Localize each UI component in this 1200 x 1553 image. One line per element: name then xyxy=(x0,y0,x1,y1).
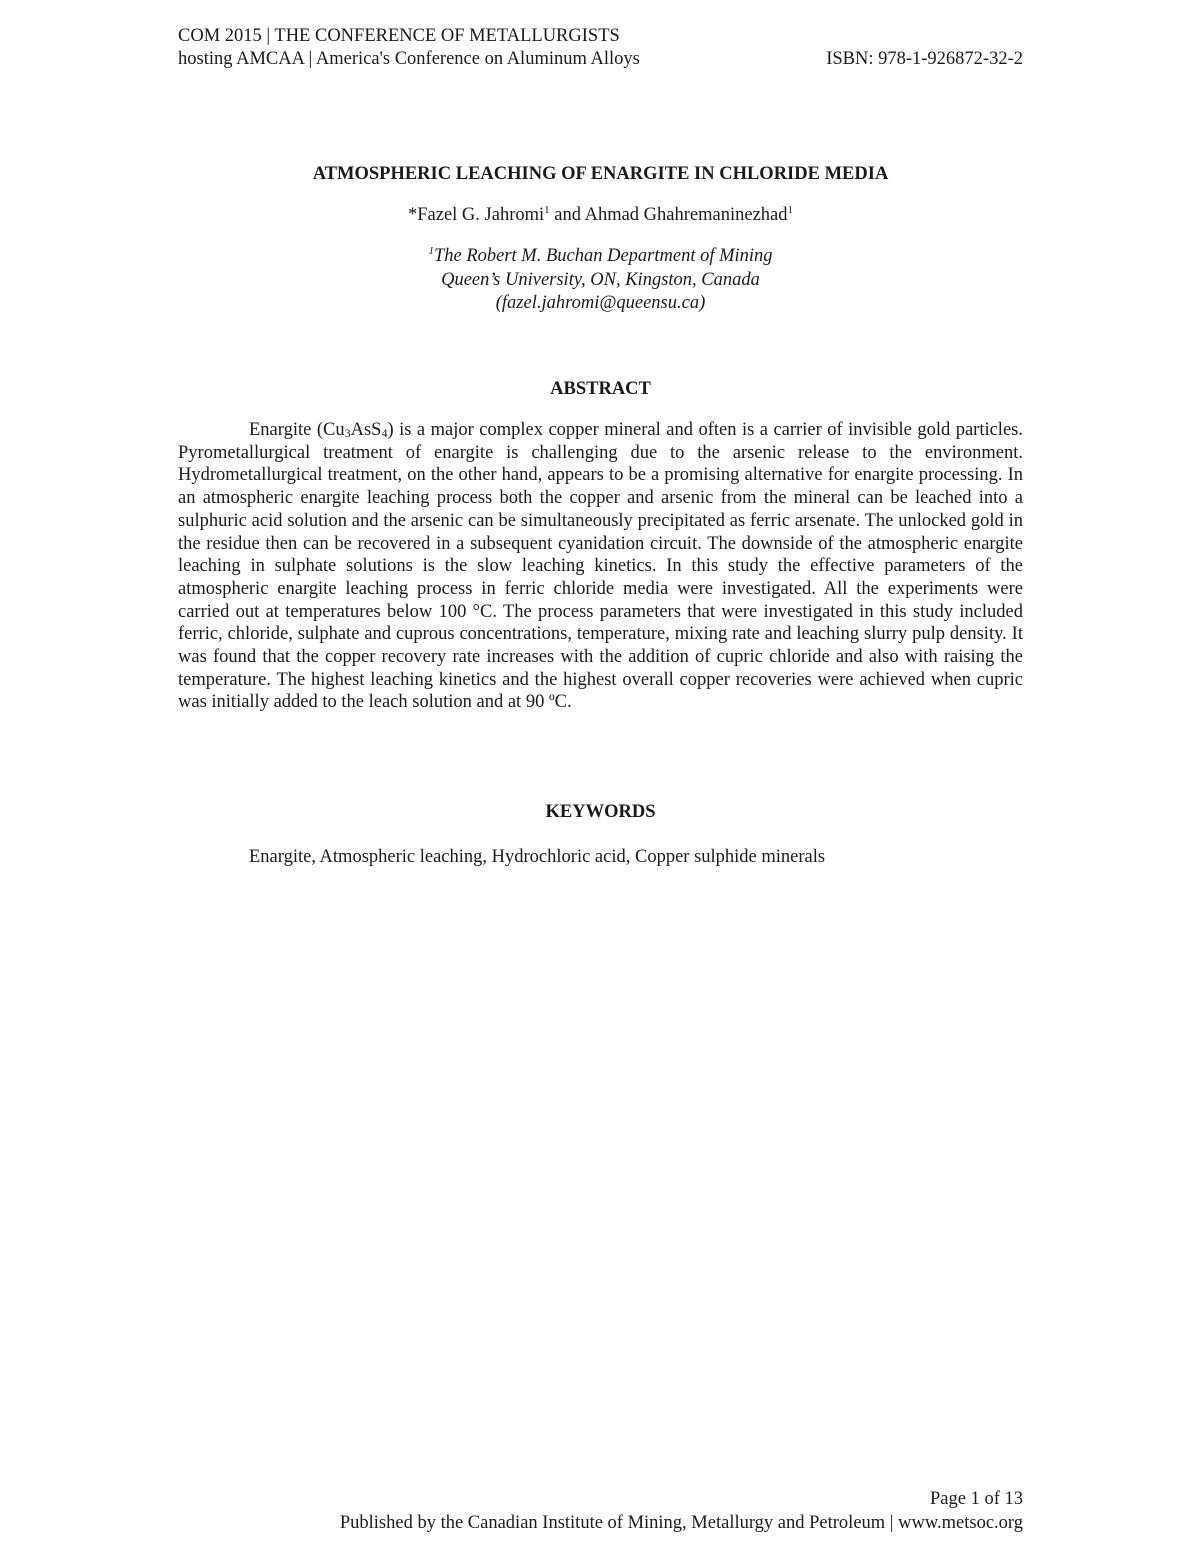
affiliation-line-1 xyxy=(178,245,1023,269)
contact-email: (fazel.jahromi@queensu.ca) xyxy=(495,293,706,313)
affiliation-line-2: Queen’s University, ON, Kingston, Canada xyxy=(441,269,760,290)
affiliation-department: The Robert M. Buchan Department of Mining xyxy=(433,246,773,266)
keywords-heading: KEYWORDS xyxy=(545,802,656,822)
page-footer xyxy=(178,1488,1023,1535)
abstract-lead: Enargite (Cu xyxy=(249,420,345,440)
page-number: Page 1 of 13 xyxy=(930,1489,1023,1509)
author-line xyxy=(178,204,1023,226)
abstract-body-text: ) is a major complex copper mineral and often is a carrier of invisible gold particles. Pyrometallurgical treatment of enargite is challenging due to the arsenic release to the environment. Hydrometallurgical treatment, on the other hand, appears to be a promising alternative for enargite processing. In an atmospheric enargite leaching process both the copper and arsenic from the mineral can be leached into a sulphuric acid solution and the arsenic can be simultaneously precipitated as ferric arsenate. The unlocked gold in the residue then can be recovered in a subsequent cyanidation circuit. The downside of the atmospheric enargite leaching in sulphate solutions is the slow leaching kinetics. In this study the effective parameters of the atmospheric enargite leaching process in ferric chloride media were investigated. All the experiments were carried out at temperatures below 100 °C. The process parameters that were investigated in this study included ferric, chloride, sulphate and cuprous concentrations, temperature, mixing rate and leaching slurry pulp density. It was found that the copper recovery rate increases with the addition of cupric chloride and also with raising the temperature. The highest leaching kinetics and the highest overall copper recoveries were achieved when cupric was initially added to the leach solution and at 90 ºC. xyxy=(178,420,1023,713)
running-header xyxy=(178,25,1023,71)
paper-title: ATMOSPHERIC LEACHING OF ENARGITE IN CHLORIDE MEDIA xyxy=(312,164,889,184)
author-1-affiliation-mark: 1 xyxy=(544,204,550,216)
abstract-heading: ABSTRACT xyxy=(550,379,651,399)
abstract-text xyxy=(178,419,1023,714)
affiliation-mark: 1 xyxy=(428,245,434,257)
header-row-1 xyxy=(178,25,1023,48)
conference-name: COM 2015 | THE CONFERENCE OF METALLURGISTS xyxy=(178,26,620,46)
author-1: *Fazel G. Jahromi xyxy=(407,205,545,225)
formula-middle: AsS xyxy=(350,420,382,440)
author-2: Ahmad Ghahremaninezhad xyxy=(584,205,788,225)
author-conjunction: and xyxy=(549,205,585,225)
header-row-2 xyxy=(178,48,1023,71)
isbn: ISBN: 978-1-926872-32-2 xyxy=(826,49,1023,69)
publisher-line: Published by the Canadian Institute of Mining, Metallurgy and Petroleum | www.metsoc.org xyxy=(339,1512,1023,1533)
hosting-line: hosting AMCAA | America's Conference on Aluminum Alloys xyxy=(178,49,640,69)
formula-subscript-4: 4 xyxy=(381,426,388,440)
affiliation-block xyxy=(178,245,1023,316)
formula-subscript-3: 3 xyxy=(344,426,351,440)
keywords-list: Enargite, Atmospheric leaching, Hydrochloric acid, Copper sulphide minerals xyxy=(249,847,826,867)
author-2-affiliation-mark: 1 xyxy=(787,204,793,216)
